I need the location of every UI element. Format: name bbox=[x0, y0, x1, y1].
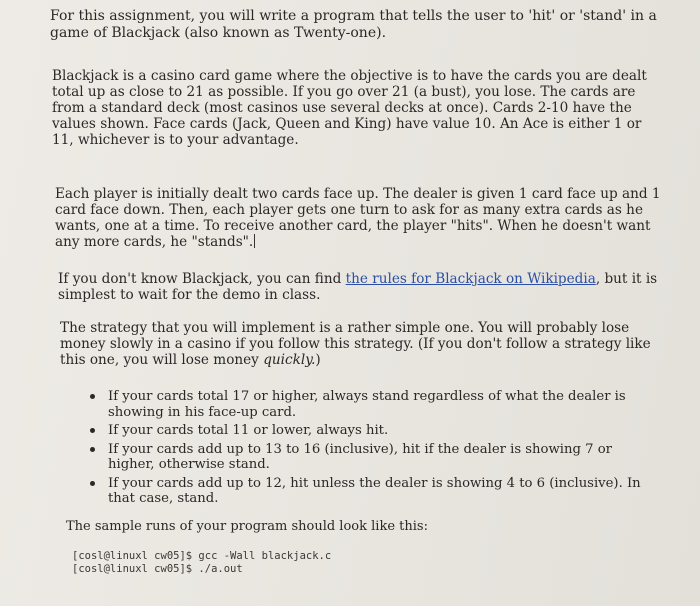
wikipedia-paragraph bbox=[58, 271, 670, 303]
deal-paragraph bbox=[55, 186, 667, 250]
list-item: If your cards add up to 12, hit unless the dealer is showing 4 to 6 (inclusive). In that case, stand. bbox=[88, 476, 648, 507]
strategy-bullet-list bbox=[88, 389, 648, 510]
strategy-text: The strategy that you will implement is a rather simple one. You will probably lose money slowly in a casino if you follow this strategy. (If you don't follow a strategy like this one, you will lose money bbox=[60, 320, 651, 368]
list-item: If your cards total 11 or lower, always hit. bbox=[88, 423, 648, 439]
terminal-line: [cosl@linuxl cw05]$ ./a.out bbox=[72, 563, 243, 575]
list-item: If your cards add up to 13 to 16 (inclusive), hit if the dealer is showing 7 or higher, otherwise stand. bbox=[88, 442, 648, 473]
rules-paragraph: Blackjack is a casino card game where the objective is to have the cards you are dealt total up as close to 21 as possible. If you go over 21 (a bust), you lose. The cards are from a standard deck (most casinos use several decks at once). Cards 2-10 have the values shown. Face cards (Jack, Queen and King) have value 10. An Ace is either 1 or 11, whichever is to your advantage. bbox=[52, 68, 647, 148]
list-item: If your cards total 17 or higher, always stand regardless of what the dealer is showing in his face-up card. bbox=[88, 389, 648, 420]
text-cursor bbox=[254, 234, 255, 248]
wiki-text-after: , but it is simplest to wait for the demo in class. bbox=[58, 271, 658, 303]
strategy-emphasis: quickly. bbox=[263, 352, 316, 368]
wiki-text-before: If you don't know Blackjack, you can find bbox=[58, 271, 346, 287]
sample-runs-heading: The sample runs of your program should look like this: bbox=[66, 519, 428, 534]
terminal-sample bbox=[72, 550, 331, 576]
strategy-text-end: ) bbox=[315, 352, 321, 368]
intro-paragraph: For this assignment, you will write a program that tells the user to 'hit' or 'stand' in a game of Blackjack (also known as Twenty-one). bbox=[50, 8, 657, 41]
strategy-paragraph bbox=[60, 320, 672, 368]
wikipedia-rules-link[interactable]: the rules for Blackjack on Wikipedia bbox=[345, 271, 596, 287]
terminal-line: [cosl@linuxl cw05]$ gcc -Wall blackjack.c bbox=[72, 550, 332, 562]
deal-text: Each player is initially dealt two cards face up. The dealer is given 1 card face up and 1 card face down. Then, each player gets one turn to ask for as many extra cards as he wants, one at a time. To receive another card, the player "hits". When he doesn't want any more cards, he "stands". bbox=[55, 186, 661, 250]
